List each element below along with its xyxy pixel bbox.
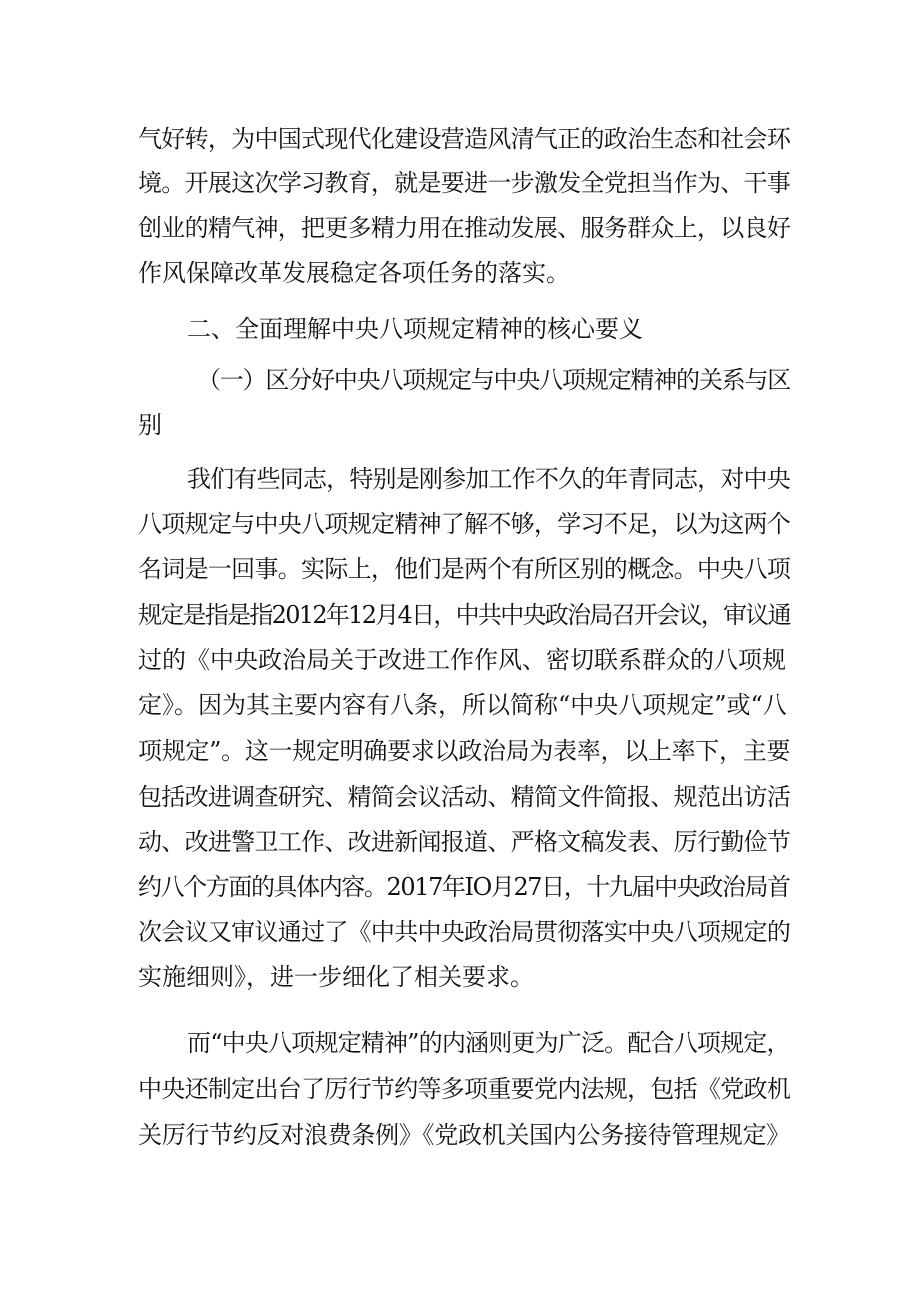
body-text-line: 作风保障改革发展稳定各项任务的落实。 [138, 259, 570, 287]
body-text-line: 我们有些同志，特别是刚参加工作不久的年青同志，对中央 [187, 465, 790, 493]
body-text-line: 包括改进调查研究、精简会议活动、精简文件简报、规范出访活 [138, 783, 791, 811]
subsection-heading: （一）区分好中央八项规定与中央八项规定精神的关系与区 [197, 366, 791, 394]
body-text-line: 规定是指是指2012年12月4日，中共中央政治局召开会议，审议通 [138, 601, 790, 629]
body-text-line: 气好转，为中国式现代化建设营造风清气正的政治生态和社会环 [138, 125, 791, 153]
body-text-line: 八项规定与中央八项规定精神了解不够，学习不足，以为这两个 [138, 510, 791, 538]
body-text-line: 名词是一回事。实际上，他们是两个有所区别的概念。中央八项 [138, 555, 791, 583]
body-text-line: 而“中央八项规定精神”的内涵则更为广泛。配合八项规定， [187, 1029, 790, 1057]
body-text-line: 动、改进警卫工作、改进新闻报道、严格文稿发表、厉行勤俭节 [138, 828, 791, 856]
subsection-heading-continued: 别 [138, 411, 162, 439]
body-text-line: 过的《中央政治局关于改进工作作风、密切联系群众的八项规 [138, 646, 786, 674]
body-text-line: 实施细则》，进一步细化了相关要求。 [138, 963, 534, 991]
body-text-line: 关厉行节约反对浪费条例》《党政机关国内公务接待管理规定》 [138, 1121, 790, 1149]
body-text-line: 境。开展这次学习教育，就是要进一步激发全党担当作为、干事 [138, 169, 791, 197]
section-heading: 二、全面理解中央八项规定精神的核心要义 [187, 315, 643, 343]
body-text-line: 项规定”。这一规定明确要求以政治局为表率，以上率下，主要 [138, 737, 791, 765]
body-text-line: 创业的精气神，把更多精力用在推动发展、服务群众上，以良好 [138, 214, 791, 242]
body-text-line: 中央还制定出台了厉行节约等多项重要党内法规，包括《党政机 [138, 1075, 791, 1103]
body-text-line: 定》。因为其主要内容有八条，所以简称“中央八项规定”或“八 [138, 691, 787, 719]
body-text-line: 次会议又审议通过了《中共中央政治局贯彻落实中央八项规定的 [138, 918, 791, 946]
body-text-line: 约八个方面的具体内容。2017年IO月27日，十九届中央政治局首 [138, 873, 790, 901]
